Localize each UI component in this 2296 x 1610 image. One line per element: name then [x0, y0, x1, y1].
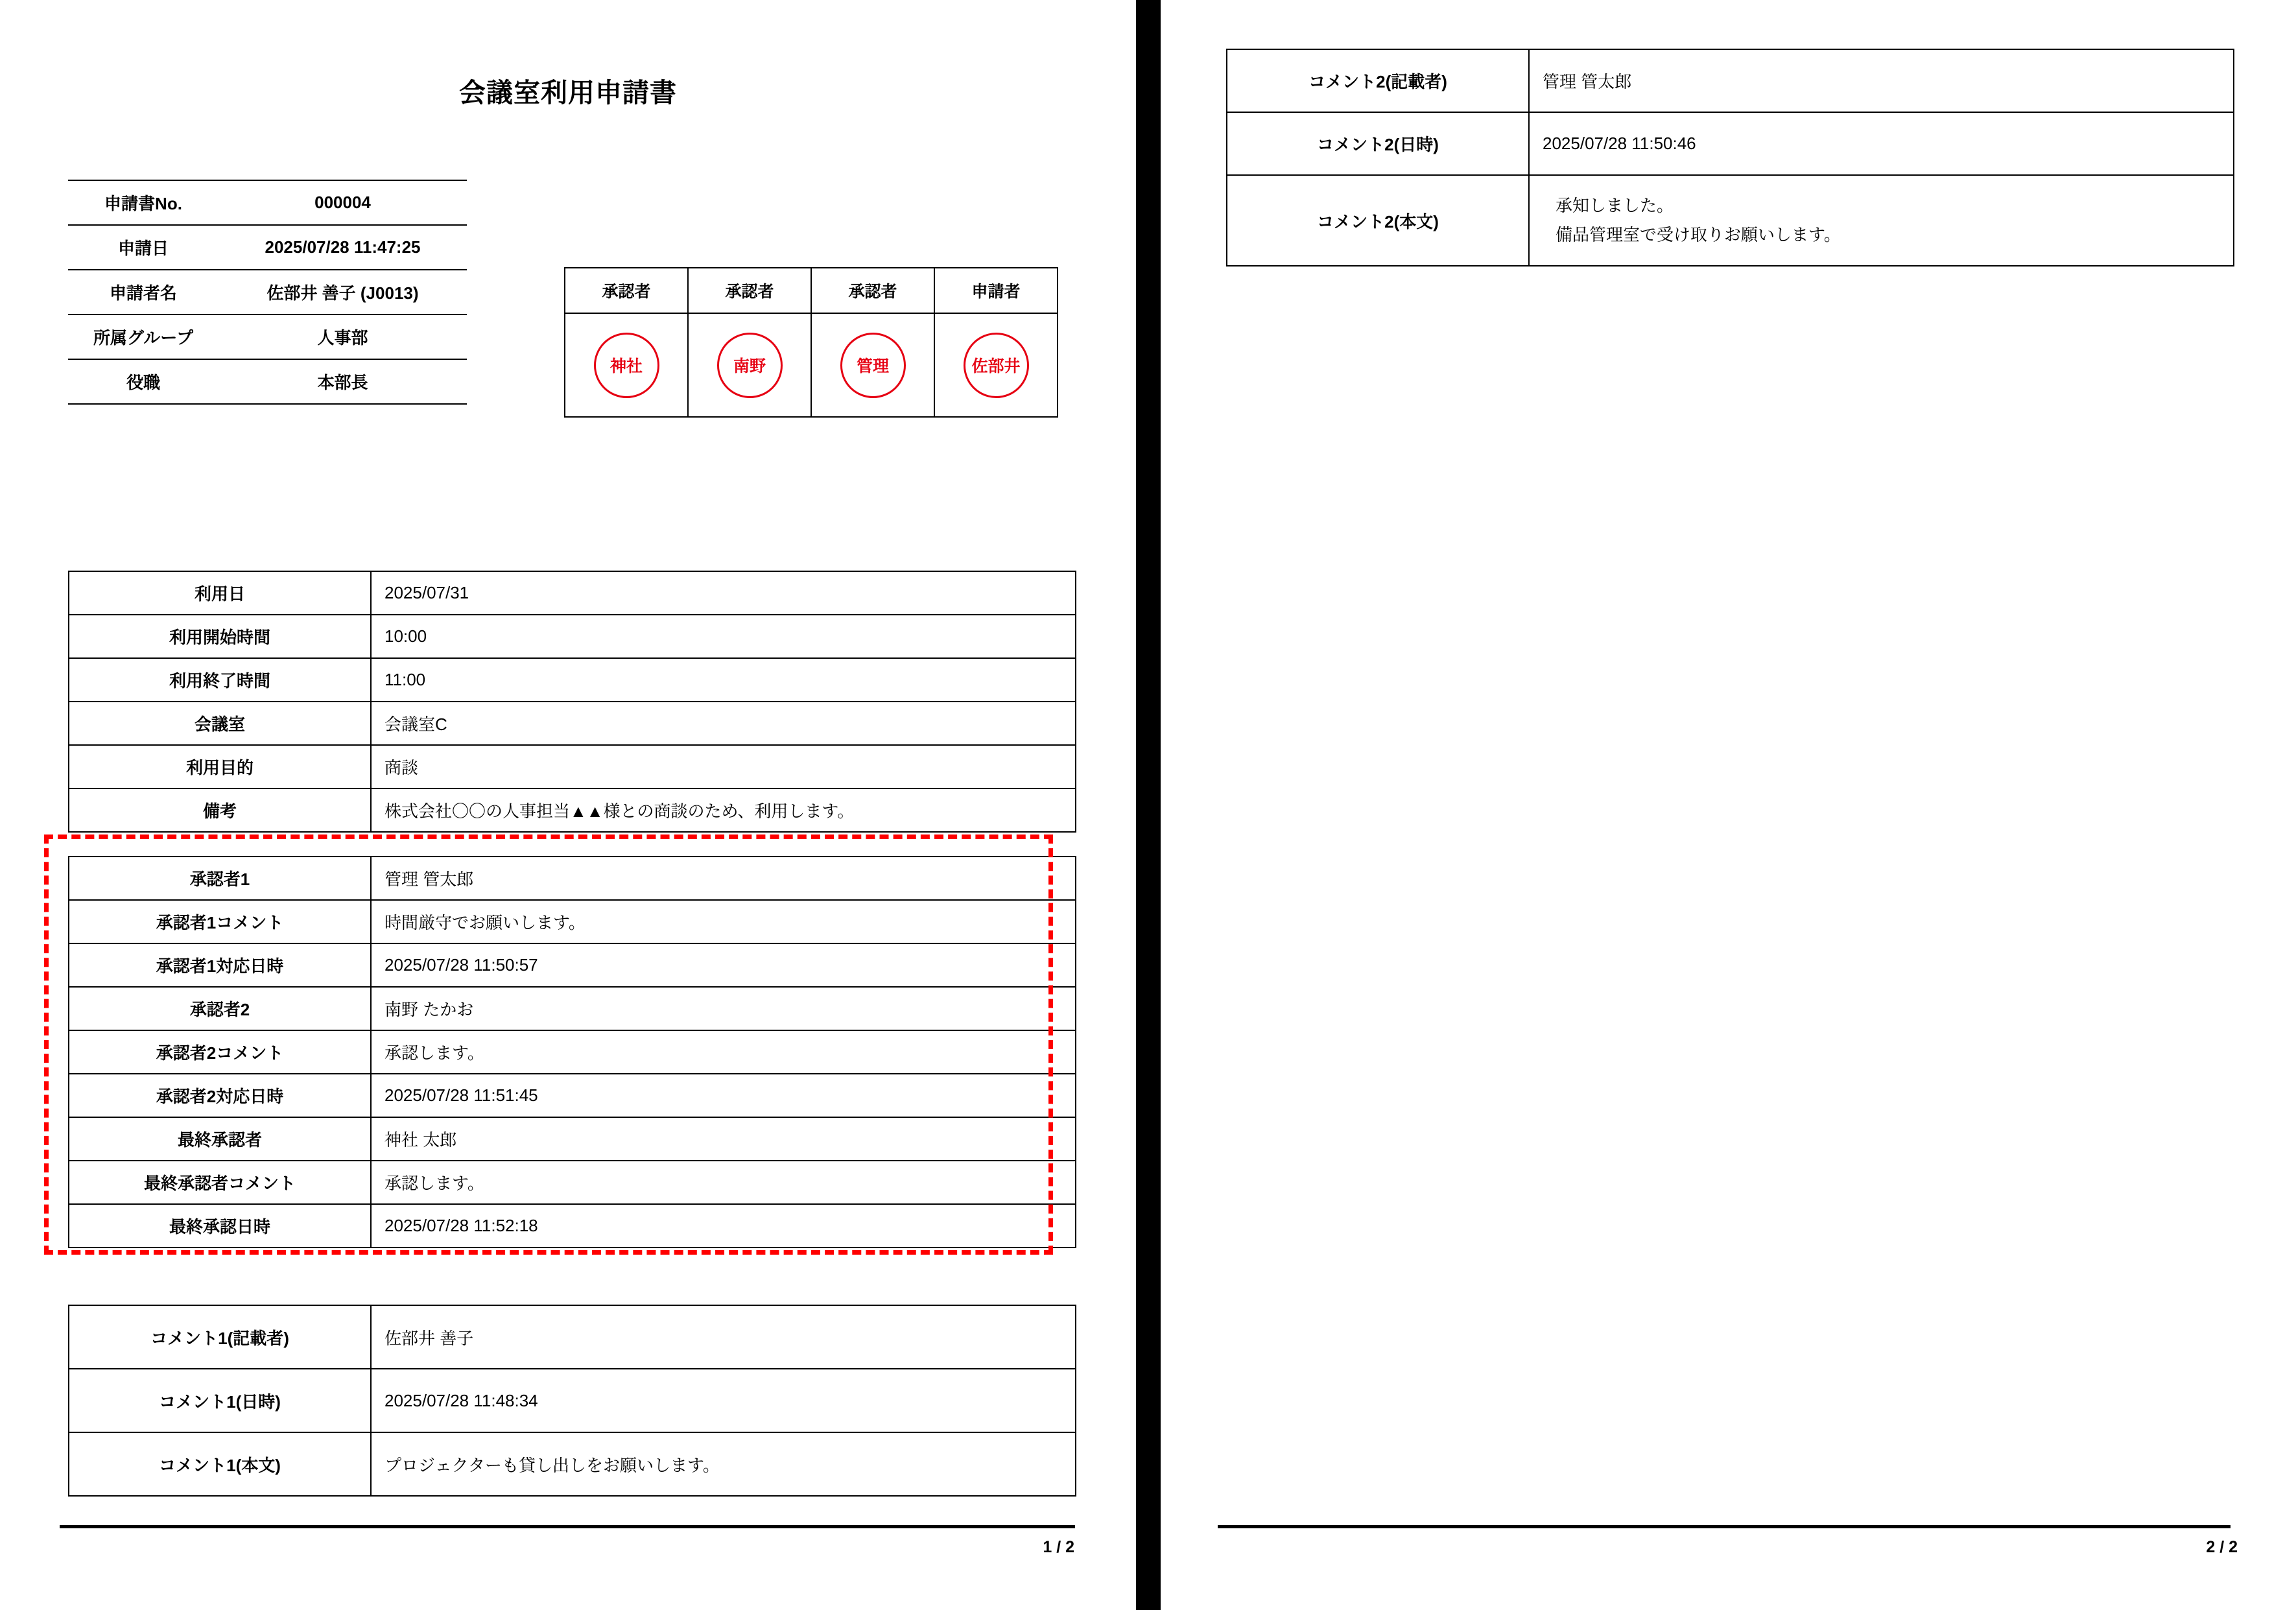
seal-icon: 佐部井 [964, 333, 1029, 398]
table-row [69, 702, 1076, 745]
table-row [68, 270, 467, 314]
comment2-datetime-value: 2025/07/28 11:50:46 [1529, 112, 2234, 175]
usage-value: 2025/07/31 [371, 571, 1076, 615]
info-value: 2025/07/28 11:47:25 [219, 225, 467, 270]
approval-label: 最終承認日時 [69, 1204, 371, 1248]
table-row [68, 180, 467, 225]
usage-label: 利用開始時間 [69, 615, 371, 658]
table-row [68, 314, 467, 359]
document-page-2 [1161, 0, 2296, 1610]
usage-value: 株式会社〇〇の人事担当▲▲様との商談のため、利用します。 [371, 788, 1076, 832]
comment1-label: コメント1(日時) [69, 1369, 371, 1432]
table-row [69, 615, 1076, 658]
info-label: 申請者名 [68, 270, 219, 314]
comment1-value: プロジェクターも貸し出しをお願いします。 [371, 1432, 1076, 1496]
approval-value: 南野 たかお [371, 987, 1076, 1030]
info-label: 申請書No. [68, 180, 219, 225]
approval-label: 承認者2対応日時 [69, 1074, 371, 1117]
usage-label: 利用目的 [69, 745, 371, 788]
approval-label: 承認者2コメント [69, 1030, 371, 1074]
table-row [69, 571, 1076, 615]
comment1-value: 2025/07/28 11:48:34 [371, 1369, 1076, 1432]
page-number: 2 / 2 [2206, 1538, 2238, 1556]
table-row [69, 1204, 1076, 1248]
approval-value: 神社 太郎 [371, 1117, 1076, 1161]
footer-divider [60, 1525, 1075, 1528]
stamp-cell [934, 313, 1058, 417]
usage-value: 11:00 [371, 658, 1076, 702]
comment2-body-line1: 承知しました。 [1556, 195, 1674, 215]
info-value: 佐部井 善子 (J0013) [219, 270, 467, 314]
table-row [69, 857, 1076, 900]
stamp-header: 承認者 [811, 268, 934, 313]
comment2-datetime-label: コメント2(日時) [1227, 112, 1529, 175]
usage-value: 10:00 [371, 615, 1076, 658]
approval-stamp-table [564, 267, 1058, 418]
table-row [69, 1432, 1076, 1496]
stamp-cell [565, 313, 688, 417]
usage-value: 商談 [371, 745, 1076, 788]
table-row [69, 1369, 1076, 1432]
table-row [68, 359, 467, 404]
approval-value: 2025/07/28 11:52:18 [371, 1204, 1076, 1248]
table-row [69, 900, 1076, 943]
comment1-label: コメント1(本文) [69, 1432, 371, 1496]
comment2-body-line2: 備品管理室で受け取りお願いします。 [1556, 225, 1841, 244]
stamp-cell [688, 313, 811, 417]
approval-label: 承認者1対応日時 [69, 943, 371, 987]
approval-value: 承認します。 [371, 1030, 1076, 1074]
info-label: 申請日 [68, 225, 219, 270]
footer-divider [1218, 1525, 2231, 1528]
table-row [68, 225, 467, 270]
info-value: 000004 [219, 180, 467, 225]
page-title: 会議室利用申請書 [459, 78, 677, 108]
approval-value: 管理 管太郎 [371, 857, 1076, 900]
table-row [69, 658, 1076, 702]
table-row [69, 1161, 1076, 1204]
comment2-author-label: コメント2(記載者) [1227, 49, 1529, 112]
usage-value: 会議室C [371, 702, 1076, 745]
info-value: 人事部 [219, 314, 467, 359]
comment2-body-label: コメント2(本文) [1227, 175, 1529, 266]
table-row [69, 788, 1076, 832]
approval-details-table [68, 856, 1076, 1248]
table-row [69, 1305, 1076, 1369]
info-label: 所属グループ [68, 314, 219, 359]
info-value: 本部長 [219, 359, 467, 404]
table-row [69, 1030, 1076, 1074]
approval-value: 2025/07/28 11:50:57 [371, 943, 1076, 987]
comment1-table [68, 1305, 1076, 1497]
comment1-label: コメント1(記載者) [69, 1305, 371, 1369]
approval-label: 最終承認者コメント [69, 1161, 371, 1204]
seal-icon: 管理 [840, 333, 906, 398]
approval-value: 承認します。 [371, 1161, 1076, 1204]
comment2-author-value: 管理 管太郎 [1529, 49, 2234, 112]
table-row [69, 1074, 1076, 1117]
approval-label: 承認者1コメント [69, 900, 371, 943]
usage-label: 会議室 [69, 702, 371, 745]
usage-label: 備考 [69, 788, 371, 832]
table-row [1227, 112, 2234, 175]
approval-value: 時間厳守でお願いします。 [371, 900, 1076, 943]
approval-label: 承認者1 [69, 857, 371, 900]
stamp-header-row [565, 268, 1058, 313]
comment2-table [1226, 49, 2234, 266]
stamp-cell [811, 313, 934, 417]
info-label: 役職 [68, 359, 219, 404]
usage-label: 利用日 [69, 571, 371, 615]
table-row [69, 987, 1076, 1030]
comment1-value: 佐部井 善子 [371, 1305, 1076, 1369]
usage-label: 利用終了時間 [69, 658, 371, 702]
table-row [69, 1117, 1076, 1161]
table-row [69, 943, 1076, 987]
table-row [1227, 175, 2234, 266]
table-row [69, 745, 1076, 788]
page-number: 1 / 2 [1043, 1538, 1074, 1556]
stamp-header: 申請者 [934, 268, 1058, 313]
table-row [1227, 49, 2234, 112]
approval-value: 2025/07/28 11:51:45 [371, 1074, 1076, 1117]
document-page-1 [0, 0, 1136, 1610]
approval-label: 最終承認者 [69, 1117, 371, 1161]
stamp-header: 承認者 [565, 268, 688, 313]
usage-details-table [68, 571, 1076, 833]
approval-label: 承認者2 [69, 987, 371, 1030]
application-info-table [68, 180, 467, 405]
comment2-body-value [1529, 175, 2234, 266]
stamp-seal-row [565, 313, 1058, 417]
stamp-header: 承認者 [688, 268, 811, 313]
seal-icon: 南野 [717, 333, 783, 398]
seal-icon: 神社 [594, 333, 659, 398]
